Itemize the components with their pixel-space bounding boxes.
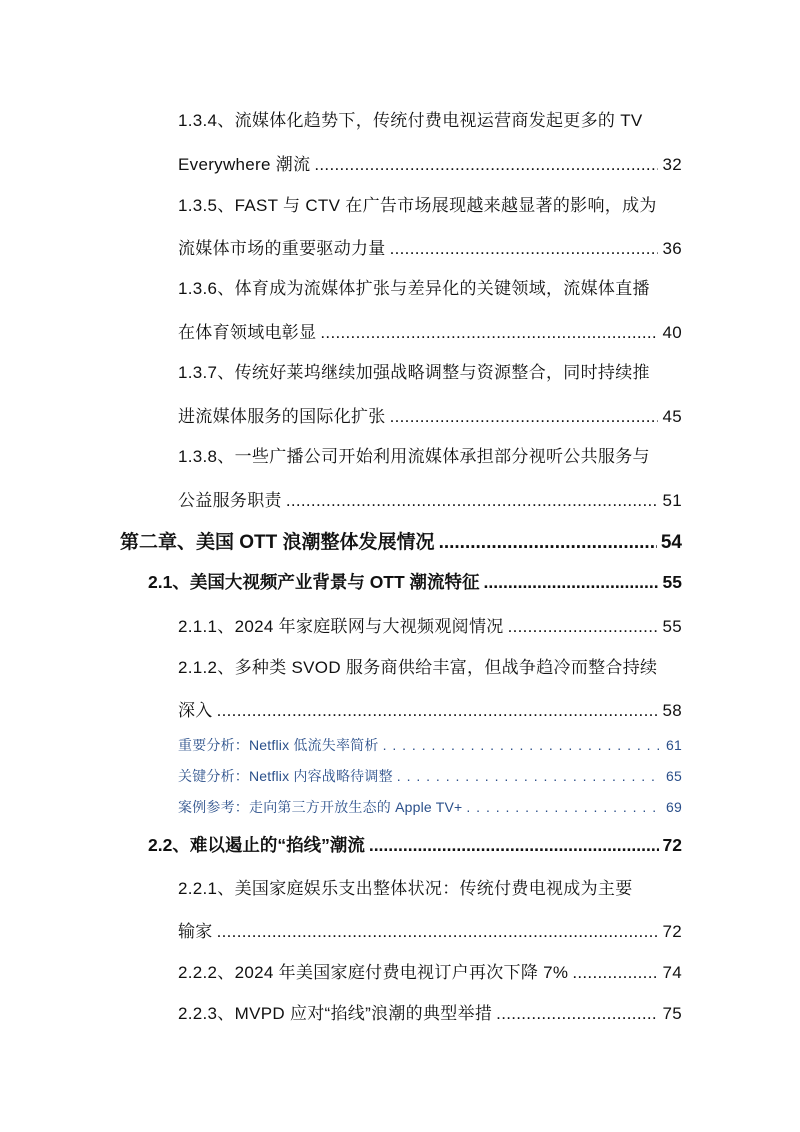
toc-page-number: 58 <box>662 701 682 720</box>
dot-leader <box>508 618 659 635</box>
toc-entry-chapter-2[interactable] <box>120 527 682 554</box>
toc-page-number: 74 <box>662 963 682 982</box>
toc-entry-title: 深入 <box>178 701 213 720</box>
toc-entry-1-3-4-line2[interactable] <box>178 150 682 175</box>
dot-leader <box>369 837 659 855</box>
toc-entry-1-3-5-line1[interactable] <box>178 191 682 216</box>
toc-entry-2-2-1-line1[interactable] <box>178 874 682 899</box>
toc-entry-title: 2.1、美国大视频产业背景与 OTT 潮流特征 <box>148 572 480 592</box>
toc-entry-1-3-6-line1[interactable] <box>178 274 682 299</box>
toc-entry-2-1-2-line1[interactable] <box>178 653 682 678</box>
toc-page-number: 55 <box>662 617 682 636</box>
toc-entry-1-3-7-line1[interactable] <box>178 358 682 383</box>
toc-entry-1-3-7-line2[interactable] <box>178 402 682 427</box>
toc-page-number: 75 <box>662 1004 682 1023</box>
dot-leader <box>286 492 659 509</box>
dot-leader <box>383 738 662 752</box>
toc-entry-title: 流媒体市场的重要驱动力量 <box>178 239 386 258</box>
toc-entry-apple-tv[interactable] <box>178 797 682 817</box>
toc-entry-2-2[interactable] <box>148 832 682 857</box>
dot-leader <box>217 702 659 719</box>
toc-entry-1-3-4-line1[interactable] <box>178 106 682 131</box>
toc-entry-title: 2.1.1、2024 年家庭联网与大视频观阅情况 <box>178 617 504 636</box>
toc-entry-title: 公益服务职责 <box>178 491 282 510</box>
toc-page-number: 69 <box>666 799 682 815</box>
toc-entry-title: 1.3.8、一些广播公司开始利用流媒体承担部分视听公共服务与 <box>178 447 650 466</box>
toc-entry-title: 1.3.7、传统好莱坞继续加强战略调整与资源整合，同时持续推 <box>178 363 650 382</box>
toc-entry-title: 1.3.4、流媒体化趋势下，传统付费电视运营商发起更多的 TV <box>178 111 643 130</box>
toc-entry-title: 重要分析：Netflix 低流失率简析 <box>178 737 379 753</box>
dot-leader <box>217 923 659 940</box>
toc-entry-2-1[interactable] <box>148 569 682 594</box>
toc-entry-1-3-5-line2[interactable] <box>178 234 682 259</box>
dot-leader <box>484 574 659 592</box>
toc-entry-title: 第二章、美国 OTT 浪潮整体发展情况 <box>120 532 435 553</box>
dot-leader <box>572 964 658 981</box>
toc-entry-1-3-8-line1[interactable] <box>178 442 682 467</box>
toc-entry-1-3-6-line2[interactable] <box>178 318 682 343</box>
toc-entry-title: 进流媒体服务的国际化扩张 <box>178 407 386 426</box>
dot-leader <box>466 800 662 814</box>
toc-entry-title: 在体育领域电彰显 <box>178 323 317 342</box>
toc-page-number: 61 <box>666 737 682 753</box>
toc-entry-2-2-3[interactable] <box>178 999 682 1024</box>
toc-entry-2-1-1[interactable] <box>178 612 682 637</box>
toc-page-number: 54 <box>660 532 682 553</box>
toc-entry-title: 2.2.3、MVPD 应对“掐线”浪潮的典型举措 <box>178 1004 493 1023</box>
toc-entry-title: 2.1.2、多种类 SVOD 服务商供给丰富，但战争趋冷而整合持续 <box>178 658 658 677</box>
toc-entry-title: 2.2、难以遏止的“掐线”潮流 <box>148 835 365 855</box>
toc-entry-title: 案例参考：走向第三方开放生态的 Apple TV+ <box>178 799 463 815</box>
toc-page-number: 72 <box>662 835 682 855</box>
toc-page-number: 65 <box>666 768 682 784</box>
dot-leader <box>496 1005 658 1022</box>
toc-entry-title: 1.3.6、体育成为流媒体扩张与差异化的关键领域，流媒体直播 <box>178 279 650 298</box>
toc-entry-netflix-churn[interactable] <box>178 735 682 755</box>
toc-page-number: 72 <box>662 922 682 941</box>
dot-leader <box>390 408 659 425</box>
toc-page-number: 36 <box>662 239 682 258</box>
dot-leader <box>390 240 659 257</box>
toc-entry-2-2-2[interactable] <box>178 958 682 983</box>
toc-page-number: 55 <box>662 572 682 592</box>
dot-leader <box>320 324 658 341</box>
toc-entry-title: Everywhere 潮流 <box>178 155 311 174</box>
toc-page-number: 32 <box>662 155 682 174</box>
dot-leader <box>314 156 658 173</box>
toc-entry-2-2-1-line2[interactable] <box>178 917 682 942</box>
toc-entry-title: 2.2.1、美国家庭娱乐支出整体状况：传统付费电视成为主要 <box>178 879 633 898</box>
toc-entry-title: 1.3.5、FAST 与 CTV 在广告市场展现越来越显著的影响，成为 <box>178 196 657 215</box>
toc-entry-title: 关键分析：Netflix 内容战略待调整 <box>178 768 393 784</box>
toc-page-number: 45 <box>662 407 682 426</box>
toc-entry-title: 输家 <box>178 922 213 941</box>
toc-page-number: 51 <box>662 491 682 510</box>
dot-leader <box>439 533 657 552</box>
toc-entry-title: 2.2.2、2024 年美国家庭付费电视订户再次下降 7% <box>178 963 569 982</box>
toc-entry-netflix-content[interactable] <box>178 766 682 786</box>
dot-leader <box>397 769 662 783</box>
toc-entry-1-3-8-line2[interactable] <box>178 486 682 511</box>
toc-page-number: 40 <box>662 323 682 342</box>
toc-entry-2-1-2-line2[interactable] <box>178 696 682 721</box>
